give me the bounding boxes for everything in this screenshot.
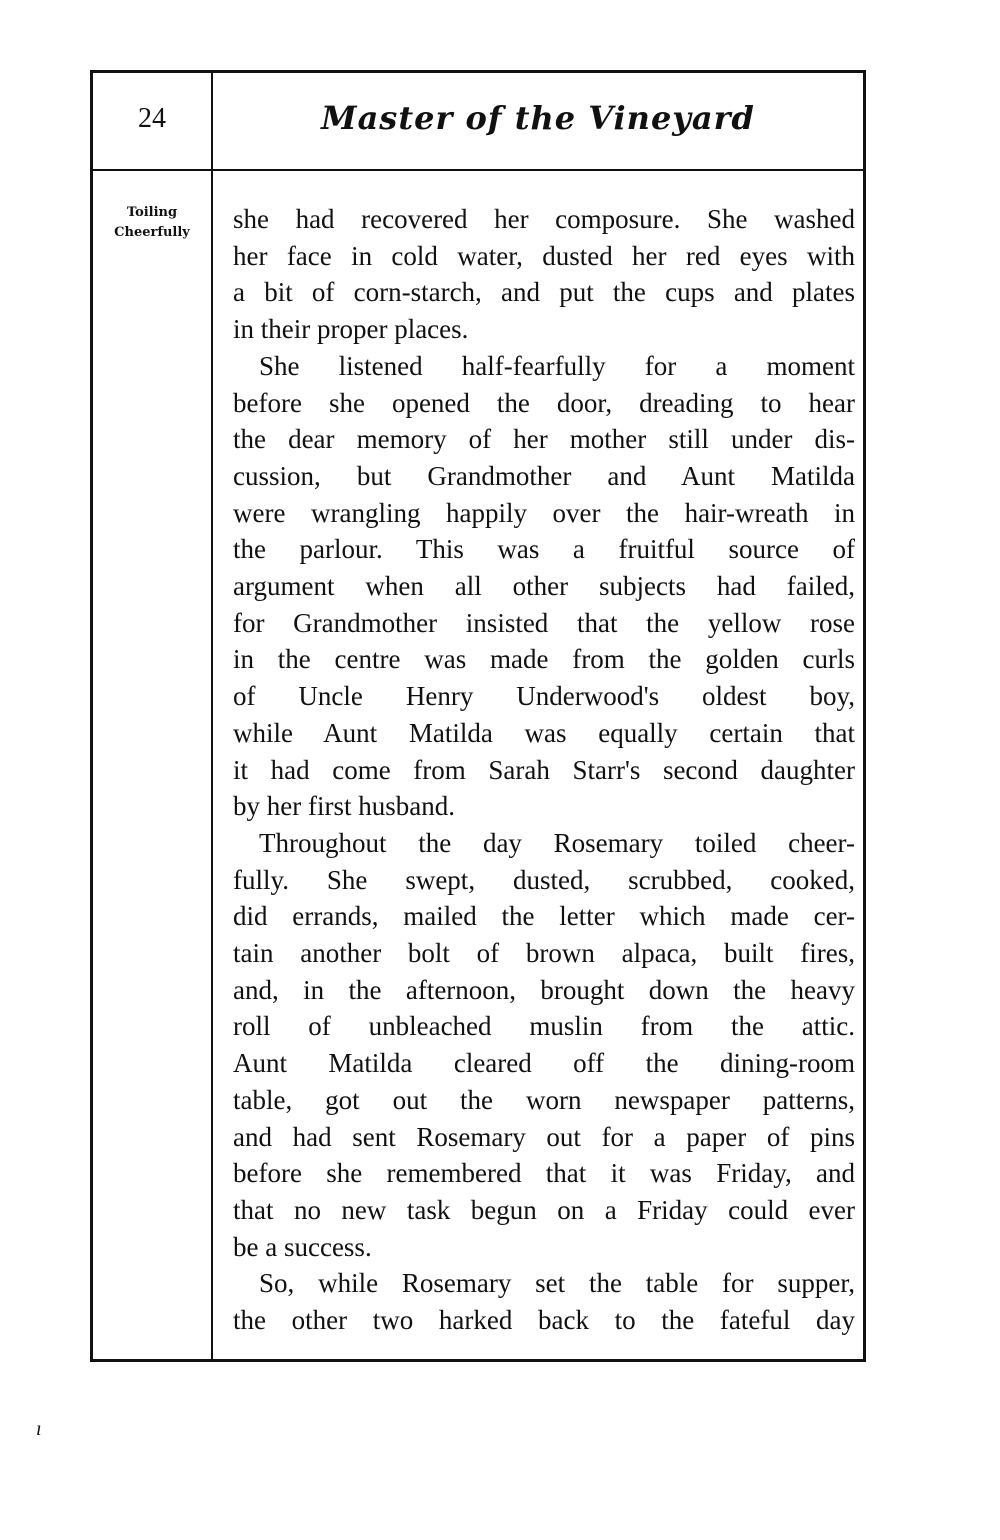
text-line: before she remembered that it was Friday, and <box>233 1158 855 1189</box>
page-frame <box>90 70 866 1362</box>
text-line: for Grandmother insisted that the yellow rose <box>233 607 855 638</box>
text-line: while Aunt Matilda was equally certain that <box>233 717 855 748</box>
text-line: and had sent Rosemary out for a paper of pins <box>233 1121 855 1152</box>
text-line: She listened half-fearfully for a moment <box>259 350 855 381</box>
text-line: Throughout the day Rosemary toiled cheer- <box>259 827 855 858</box>
text-line: a bit of corn-starch, and put the cups and plates <box>233 277 855 308</box>
margin-note-line-1: Toiling <box>126 205 178 220</box>
body-text <box>233 201 855 1339</box>
margin-rule <box>211 73 213 1359</box>
text-line: the other two harked back to the fateful day <box>233 1305 855 1336</box>
text-line: that no new task begun on a Friday could ever <box>233 1194 855 1225</box>
text-line: by her first husband. <box>233 791 455 822</box>
text-line: in their proper places. <box>233 314 469 345</box>
text-line: before she opened the door, dreading to hear <box>233 387 855 418</box>
stray-mark: ı <box>36 1418 42 1440</box>
text-line: did errands, mailed the letter which made cer- <box>233 901 855 932</box>
text-line: table, got out the worn newspaper patterns, <box>233 1084 855 1115</box>
text-line: roll of unbleached muslin from the attic. <box>233 1011 855 1042</box>
text-line: she had recovered her composure. She washed <box>233 204 855 234</box>
text-line: the dear memory of her mother still under dis- <box>233 424 855 455</box>
text-line: fully. She swept, dusted, scrubbed, cooked, <box>233 864 855 895</box>
text-line: be a success. <box>233 1231 372 1262</box>
text-line: tain another bolt of brown alpaca, built fires, <box>233 938 855 969</box>
text-line: So, while Rosemary set the table for supper, <box>259 1268 855 1299</box>
margin-note <box>93 203 211 243</box>
running-title: Master of the Vineyard <box>321 99 755 137</box>
text-line: and, in the afternoon, brought down the heavy <box>233 974 855 1005</box>
page-number: 24 <box>138 103 166 134</box>
text-line: cussion, but Grandmother and Aunt Matilda <box>233 460 855 491</box>
margin-note-line-2: Cheerfully <box>114 225 190 240</box>
text-line: of Uncle Henry Underwood's oldest boy, <box>233 681 855 712</box>
text-line: were wrangling happily over the hair-wreath in <box>233 497 855 528</box>
text-line: argument when all other subjects had failed, <box>233 571 855 602</box>
text-line: her face in cold water, dusted her red eyes with <box>233 240 855 271</box>
text-line: Aunt Matilda cleared off the dining-room <box>233 1048 855 1079</box>
text-line: the parlour. This was a fruitful source of <box>233 534 855 565</box>
header-rule <box>93 169 863 171</box>
text-line: in the centre was made from the golden curls <box>233 644 855 675</box>
text-line: it had come from Sarah Starr's second daughter <box>233 754 855 785</box>
